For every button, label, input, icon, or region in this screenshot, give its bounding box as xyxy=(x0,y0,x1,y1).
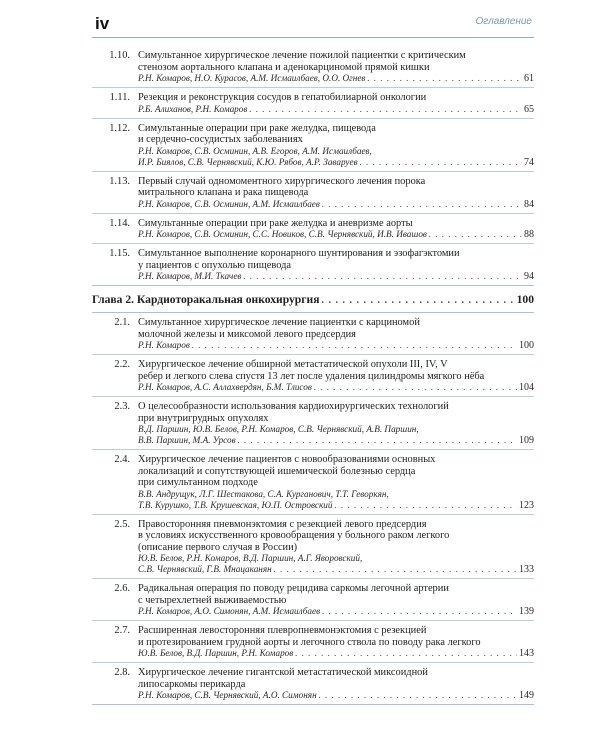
entry-number: 1.13. xyxy=(109,175,130,187)
entry-page: 65 xyxy=(524,103,534,115)
entry-body xyxy=(138,519,534,576)
entry-authors-with-page xyxy=(138,229,534,240)
entry-title-line: Хирургическое лечение гигантской метастатической миксоидной xyxy=(138,667,428,678)
entry-authors: Р.Н. Комаров, С.В. Осминин, С.С. Новиков, С.В. Чернявский, И.В. Ивашов xyxy=(138,229,427,239)
entry-title-line: локализаций и сопутствующей ишемической болезнью сердца xyxy=(138,465,416,477)
entry-body xyxy=(138,218,534,241)
chapter-title: Глава 2. Кардиоторакальная онкохирургия xyxy=(92,293,320,306)
entry-body xyxy=(138,317,534,351)
entry-page: 123 xyxy=(519,499,534,511)
toc-entry[interactable] xyxy=(92,662,534,704)
entry-authors-with-page xyxy=(138,104,534,115)
entry-number: 2.3. xyxy=(114,401,130,412)
entry-page: 88 xyxy=(524,229,534,240)
entry-authors-with-page xyxy=(138,564,534,575)
entry-page: 61 xyxy=(524,73,534,84)
entry-title-line: липосаркомы перикарда xyxy=(138,678,246,690)
toc-entry[interactable] xyxy=(92,620,534,662)
entry-body xyxy=(138,359,534,393)
entry-authors: Р.Н. Комаров, А.О. Симонян, А.М. Исмаилбаев xyxy=(138,606,321,616)
entry-authors: Р.Н. Комаров, Н.О. Курасов, А.М. Исмаилбаев, О.О. Огнев xyxy=(138,73,366,83)
entry-number: 2.7. xyxy=(114,625,130,636)
entry-authors-line: В.В. Андрущук, Л.Г. Шестакова, С.А. Курганович, Т.Т. Геворкян, xyxy=(138,488,389,499)
leader-dots xyxy=(295,648,517,659)
entry-authors: Р.Н. Комаров xyxy=(138,340,190,350)
page-header xyxy=(0,0,600,42)
chapter-page: 100 xyxy=(516,293,534,306)
entry-title-line: и сердечно-сосудистых заболеваниях xyxy=(138,134,303,145)
toc-entry[interactable] xyxy=(92,213,534,244)
entry-title-line: Симультанное выполнение коронарного шунтирования и эзофагэктомии xyxy=(138,248,460,259)
toc-entry[interactable] xyxy=(92,87,534,118)
entry-body xyxy=(138,667,534,701)
leader-dots xyxy=(322,199,522,210)
entry-title-line: митрального клапана и рака пищевода xyxy=(138,187,309,198)
entry-body xyxy=(138,248,534,282)
entry-number: 2.4. xyxy=(114,454,130,465)
entry-title-line: (описание первого случая в России) xyxy=(138,541,298,553)
entry-number: 2.8. xyxy=(114,667,130,678)
entry-number: 1.15. xyxy=(109,248,130,259)
leader-dots xyxy=(319,690,517,701)
entry-authors: Р.Н. Комаров, С.В. Осминин, А.М. Исмаилбаев xyxy=(138,198,320,209)
leader-dots xyxy=(238,435,517,446)
entry-title-line: О целесообразности использования кардиохирургических технологий xyxy=(138,401,449,412)
entry-title-line: Хирургическое лечение пациентов с новообразованиями основных xyxy=(138,454,436,465)
entry-authors-with-page xyxy=(138,271,534,282)
toc-entry[interactable] xyxy=(92,171,534,213)
entry-authors: В.В. Паршин, М.А. Урсов xyxy=(138,435,236,445)
entry-number: 1.11. xyxy=(109,92,130,103)
leader-dots xyxy=(314,382,517,393)
entry-page: 149 xyxy=(519,690,534,701)
toc-entry[interactable] xyxy=(92,354,534,396)
entry-title-line: Симультанные операции при раке желудка, пищевода xyxy=(138,122,376,134)
toc-entry[interactable] xyxy=(92,46,534,87)
entry-title-line: Расширенная левосторонняя плевропневмонэктомия с резекцией xyxy=(138,625,427,636)
leader-dots xyxy=(334,500,517,511)
entry-title-line: Первый случай одномоментного хирургического лечения порока xyxy=(138,175,426,187)
toc-entry[interactable] xyxy=(92,118,534,171)
entry-title-line: в условиях искусственного кровообращения у больного раком легкого xyxy=(138,530,450,541)
entry-title-line: с четырехлетней выживаемостью xyxy=(138,594,287,606)
chapter-heading[interactable] xyxy=(92,286,534,313)
toc-entry[interactable] xyxy=(92,313,534,354)
entry-authors: Р.Н. Комаров, С.В. Чернявский, А.О. Симонян xyxy=(138,690,317,700)
entry-page: 84 xyxy=(524,198,534,210)
entry-authors-with-page xyxy=(138,500,534,511)
toc-entry[interactable] xyxy=(92,449,534,514)
table-of-contents xyxy=(92,46,534,705)
entry-authors-with-page xyxy=(138,382,534,393)
entry-page: 139 xyxy=(519,606,534,617)
entry-authors: Р.Н. Комаров, А.С. Аллахвердян, Б.М. Тлисов xyxy=(138,382,312,392)
leader-dots xyxy=(367,73,522,84)
entry-title-line: у пациентов с опухолью пищевода xyxy=(138,259,292,271)
leader-dots xyxy=(429,229,522,240)
entry-title-line: и протезированием грудной аорты и легочного ствола по поводу рака легкого xyxy=(138,636,481,648)
entry-title-line: Симультанные операции при раке желудка и аневризме аорты xyxy=(138,217,413,229)
toc-entry[interactable] xyxy=(92,578,534,620)
entry-body xyxy=(138,625,534,659)
entry-body xyxy=(138,123,534,168)
entry-body xyxy=(138,583,534,617)
leader-dots xyxy=(360,157,522,168)
toc-entry[interactable] xyxy=(92,243,534,285)
entry-page: 94 xyxy=(524,271,534,282)
entry-number: 1.14. xyxy=(109,217,130,229)
leader-dots xyxy=(322,606,517,617)
entry-authors: Ю.В. Белов, В.Д. Паршин, Р.Н. Комаров xyxy=(138,648,294,658)
entry-title-line: Радикальная операция по поводу рецидива саркомы легочной артерии xyxy=(138,583,449,594)
entry-title-line: Симультанное хирургическое лечение пациентки с карциномой xyxy=(138,317,420,328)
entry-page: 143 xyxy=(519,648,534,659)
entry-authors: И.Р. Биялов, С.В. Чернявский, К.Ю. Рябов, А.Р. Заваруев xyxy=(138,156,358,167)
entry-body xyxy=(138,50,534,84)
entry-number: 1.10. xyxy=(109,50,130,61)
entry-authors-with-page xyxy=(138,157,534,168)
entry-page: 100 xyxy=(519,340,534,351)
entry-title-line: ребер и легкого слева спустя 13 лет после удаления цилиндромы мягкого нёба xyxy=(138,370,485,382)
entry-authors: Р.Н. Комаров, М.И. Ткачев xyxy=(138,271,242,281)
entry-page: 74 xyxy=(524,156,534,168)
entry-authors-line: Р.Н. Комаров, С.В. Осминин, А.В. Егоров, А.М. Исмаилбаев, xyxy=(138,145,372,156)
entry-number: 1.12. xyxy=(109,122,130,134)
leader-dots xyxy=(321,295,514,306)
entry-body xyxy=(138,92,534,115)
entry-body xyxy=(138,176,534,210)
entry-page: 133 xyxy=(519,564,534,575)
entry-authors: Р.Б. Алиханов, Р.Н. Комаров xyxy=(138,103,248,114)
entry-number: 2.6. xyxy=(114,583,130,594)
entry-title-line: Правосторонняя пневмонэктомия с резекцией левого предсердия xyxy=(138,518,427,530)
entry-authors-with-page xyxy=(138,199,534,210)
header-rule xyxy=(92,37,534,38)
leader-dots xyxy=(243,271,522,282)
entry-page: 109 xyxy=(519,435,534,446)
entry-authors-with-page xyxy=(138,606,534,617)
entry-authors-with-page xyxy=(138,648,534,659)
page-number: iv xyxy=(95,14,110,33)
entry-authors-with-page xyxy=(138,435,534,446)
entry-body xyxy=(138,401,534,446)
entry-authors-with-page xyxy=(138,690,534,701)
toc-section-chapter-2 xyxy=(92,313,534,705)
leader-dots xyxy=(249,104,522,115)
running-title: Оглавление xyxy=(475,16,532,27)
entry-body xyxy=(138,454,534,511)
entry-number: 2.2. xyxy=(114,359,130,370)
entry-title-line: Резекция и реконструкция сосудов в гепатобилиарной онкологии xyxy=(138,92,427,103)
entry-title-line: при внутригрудных опухолях xyxy=(138,412,269,424)
entry-number: 2.1. xyxy=(114,317,130,328)
entry-title-line: при симультанном подходе xyxy=(138,477,258,488)
entry-authors-line: В.Д. Паршин, Ю.В. Белов, Р.Н. Комаров, С.В. Чернявский, А.В. Паршин, xyxy=(138,424,419,434)
entry-title-line: стенозом аортального клапана и аденокарциномой прямой кишки xyxy=(138,61,430,73)
entry-title-line: молочной железы и миксомой левого предсердия xyxy=(138,328,356,340)
entry-title-line: Хирургическое лечение обширной метастатической опухоли III, IV, V xyxy=(138,359,448,370)
entry-page: 104 xyxy=(519,382,534,393)
leader-dots xyxy=(192,340,517,351)
leader-dots xyxy=(274,564,517,575)
toc-entry[interactable] xyxy=(92,396,534,449)
toc-section-chapter-1 xyxy=(92,46,534,286)
entry-authors-with-page xyxy=(138,340,534,351)
entry-authors-with-page xyxy=(138,73,534,84)
entry-title-line: Симультанное хирургическое лечение пожилой пациентки с критическим xyxy=(138,50,466,61)
entry-authors-line: Ю.В. Белов, Р.Н. Комаров, В.Д. Паршин, А.Г. Яворовский, xyxy=(138,553,363,563)
toc-entry[interactable] xyxy=(92,514,534,579)
entry-number: 2.5. xyxy=(114,518,130,530)
entry-authors: С.В. Чернявский, Г.В. Мнацаканян xyxy=(138,564,272,574)
entry-authors: Т.В. Курушко, Т.В. Крушевская, Ю.П. Островский xyxy=(138,499,333,510)
